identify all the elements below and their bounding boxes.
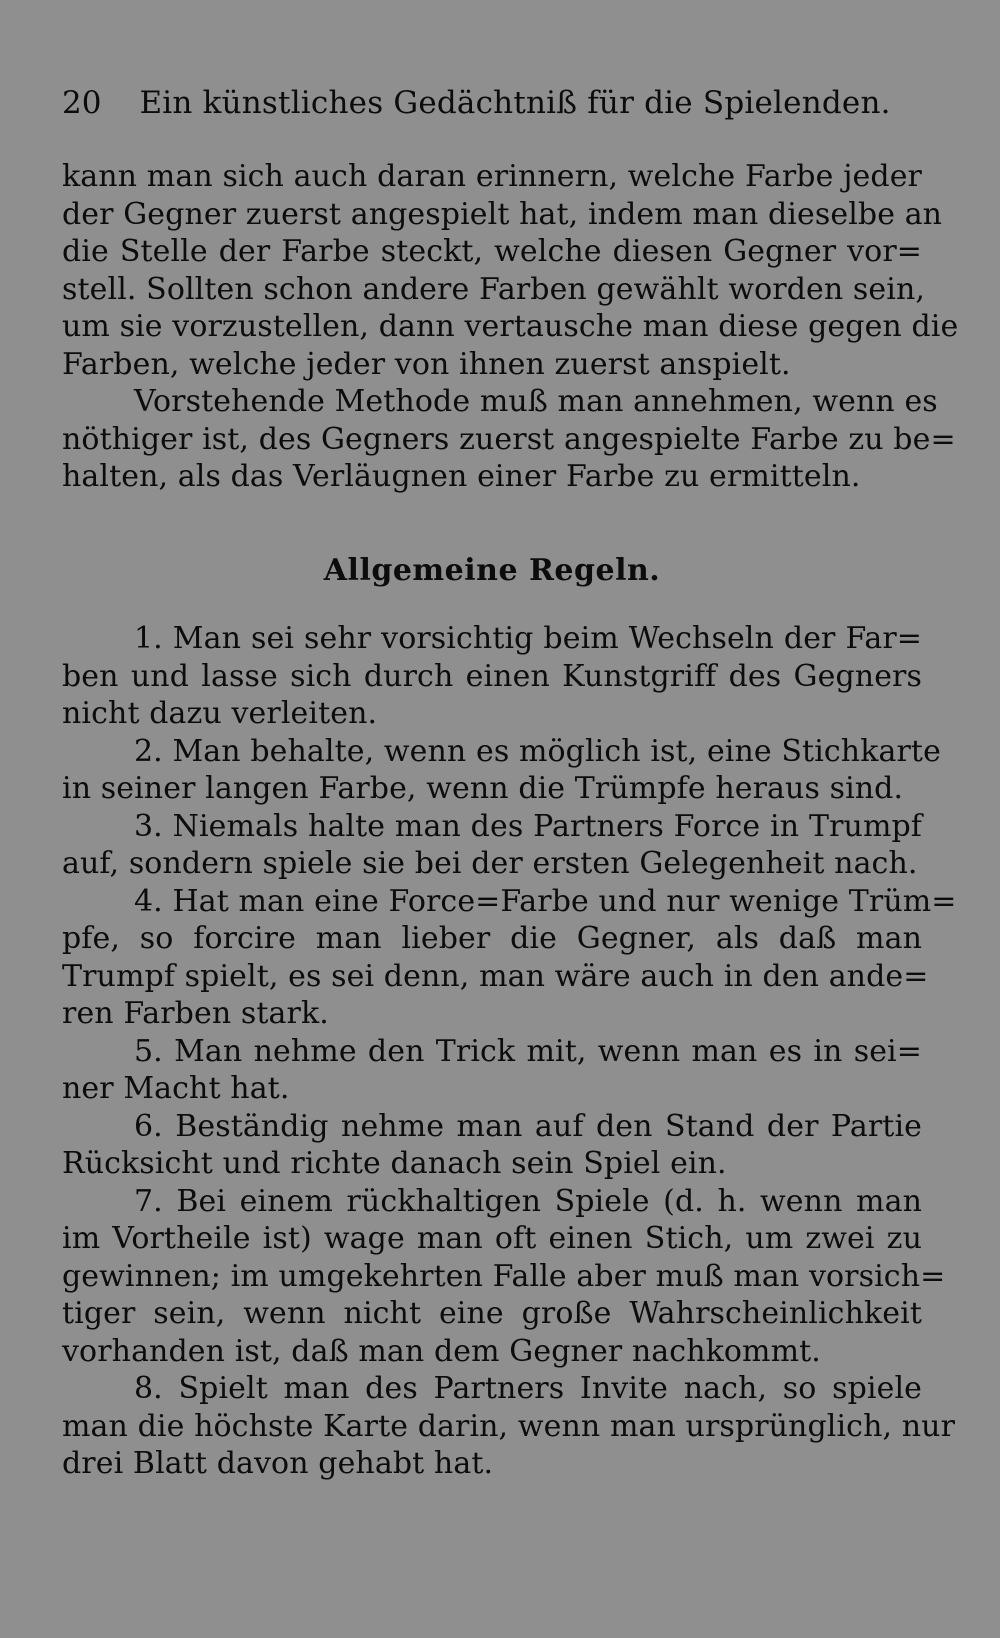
book-page: [62, 0, 959, 1638]
text-line: 3. Niemals halte man des Partners Force in Trumpf: [134, 808, 922, 844]
text-line: die Stelle der Farbe steckt, welche diesen Gegner vor=: [62, 234, 922, 269]
rules-list: [62, 620, 957, 1483]
rule-item: [62, 733, 941, 808]
text-line: nöthiger ist, des Gegners zuerst angespielte Farbe zu be=: [62, 421, 956, 457]
text-line: Vorstehende Methode muß man annehmen, wenn es: [134, 384, 938, 419]
text-line: man die höchste Karte darin, wenn man ursprünglich, nur: [62, 1408, 956, 1444]
rule-item: [62, 620, 922, 733]
text-line: halten, als das Verläugnen einer Farbe zu ermitteln.: [62, 459, 861, 494]
text-line: stell. Sollten schon andere Farben gewählt worden sein,: [62, 271, 926, 307]
text-line: drei Blatt davon gehabt hat.: [62, 1446, 494, 1481]
text-line: 7. Bei einem rückhaltigen Spiele (d. h. wenn man: [134, 1183, 922, 1219]
text-line: 6. Beständig nehme man auf den Stand der Partie: [134, 1108, 922, 1144]
rule-item: [62, 1108, 922, 1183]
text-line: kann man sich auch daran erinnern, welche Farbe jeder: [62, 159, 922, 194]
page-number: 20: [62, 85, 102, 121]
text-line: auf, sondern spiele sie bei der ersten Gelegenheit nach.: [62, 846, 918, 881]
rule-item: [62, 808, 922, 883]
text-line: Farben, welche jeder von ihnen zuerst anspielt.: [62, 346, 791, 382]
text-line: Trumpf spielt, es sei denn, man wäre auch in den ande=: [62, 958, 929, 994]
text-line: 4. Hat man eine Force=Farbe und nur wenige Trüm=: [134, 883, 957, 919]
text-line: 5. Man nehme den Trick mit, wenn man es in sei=: [134, 1033, 922, 1069]
text-line: um sie vorzustellen, dann vertausche man diese gegen die: [62, 309, 959, 344]
running-head-title: Ein künstliches Gedächtniß für die Spielenden.: [139, 85, 891, 121]
section-heading: Allgemeine Regeln.: [323, 553, 661, 588]
text-line: 1. Man sei sehr vorsichtig beim Wechseln der Far=: [134, 621, 922, 656]
text-line: vorhanden ist, daß man dem Gegner nachkommt.: [62, 1333, 821, 1369]
rule-item: [62, 1183, 946, 1371]
text-line: 8. Spielt man des Partners Invite nach, so spiele: [134, 1371, 922, 1406]
rule-item: [62, 1370, 956, 1483]
text-line: tiger sein, wenn nicht eine große Wahrscheinlichkeit: [62, 1296, 922, 1331]
text-line: ren Farben stark.: [62, 996, 329, 1031]
running-head: [62, 78, 922, 128]
text-line: 2. Man behalte, wenn es möglich ist, eine Stichkarte: [134, 733, 941, 769]
text-line: gewinnen; im umgekehrten Falle aber muß man vorsich=: [62, 1258, 946, 1294]
rule-item: [62, 1033, 922, 1108]
text-line: nicht dazu verleiten.: [62, 696, 378, 731]
text-line: ner Macht hat.: [62, 1071, 290, 1106]
text-line: in seiner langen Farbe, wenn die Trümpfe heraus sind.: [62, 771, 904, 806]
text-line: ben und lasse sich durch einen Kunstgriff des Gegners: [62, 658, 922, 694]
text-line: Rücksicht und richte danach sein Spiel ein.: [62, 1146, 727, 1181]
text-line: pfe, so forcire man lieber die Gegner, als daß man: [62, 921, 922, 956]
rule-item: [62, 883, 957, 1033]
text-line: der Gegner zuerst angespielt hat, indem man dieselbe an: [62, 196, 943, 232]
intro-paragraph: [62, 158, 959, 496]
text-line: im Vortheile ist) wage man oft einen Stich, um zwei zu: [62, 1221, 922, 1256]
